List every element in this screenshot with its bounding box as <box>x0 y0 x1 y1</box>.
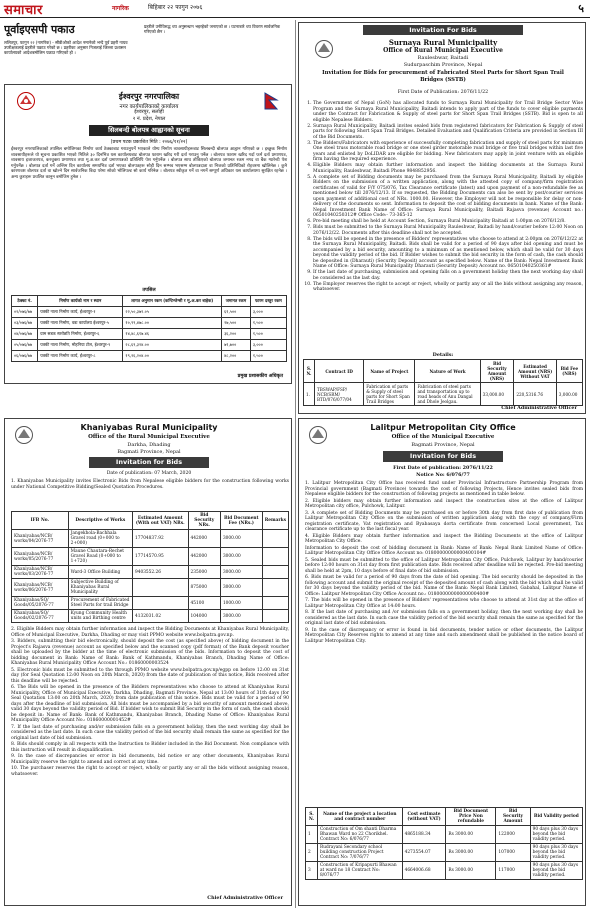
masthead <box>0 0 590 18</box>
paper-section: नागरिक <box>112 5 129 12</box>
table-cell: ०३/०७६/७७ <box>12 318 38 329</box>
table-row <box>12 566 289 579</box>
table-header: फारम दस्तुर रकम <box>250 296 286 307</box>
notice-item: 8. If the last date of purchasing and /or submission falls on a government holiday, then the next working day shall be considered as the last date. In such case the validity period of the bid security shall remain the same as specified for the original last date of bid submission. <box>305 610 583 626</box>
table-cell: 442000 <box>188 530 220 548</box>
table-cell: Rs 3000.00 <box>446 826 496 844</box>
notice-item: 5. A complete set of Bidding documents may be purchased from the Surnaya Rural Municipality, Baitadi by eligible Bidders on the submission of a written application, along with the attested copy of company/firm registration certificates of valid for F/Y 075/076, Tax Clearance certificate (latest) and upon payment of a non-refundable fee as mentioned below till 2076/12/13. If so requested, the Bidding Documents can also be sent by post/courier services upon payment of additional cost of NRs. 1000.00. However, the Employer will not be responsible for delay or non-delivery of the documents so sent. Information to deposit the cost of bidding documents in bank. Name of the Bank: Nepal Investment Bank Name of Office: Surnaya Rural Municipality, Baitadi Rajasva (revenue) Account no.: 06501040250312# Office Code:- 73-365-12 <box>313 175 583 219</box>
office-subtitle: Office of the Rural Municipal Executive <box>88 434 210 440</box>
table-cell: Subjective Building of Khaniyabas Rural Municipality <box>68 579 132 597</box>
office-name: Surnaya Rural Municipality <box>388 38 498 47</box>
table-cell: 3 <box>306 862 318 880</box>
table-cell: 117000 <box>496 862 530 880</box>
table-cell: Khaniyabas/NCB/ works/06/2076-77 <box>12 579 69 597</box>
table-cell: 2 <box>306 844 318 862</box>
table-cell: पक्की नाला निर्माण, वडा कार्यालय ईश्वरपुर-५ <box>38 318 123 329</box>
table-cell <box>262 530 288 548</box>
notice-item: Information to deposit the cost of bidding document in Bank: Name of Bank: Nepal Bank Limited Name of Office: Lalitpur Metropolitan City Office Office Account no: 01800000000000400104# <box>305 545 583 556</box>
table-cell: ०५/०७६/७७ <box>12 340 38 351</box>
table-cell: 33,000.00 <box>480 383 514 406</box>
notice-item: 5. Sealed bids must be submitted to the office of Lalitpur Metropolitan City Office, Pulchowk, Lalitpur by hand/courier before 12:00 hours on 31st day from first publication date. Bids received after deadline will be rejected. Pre-bid meeting shall be held at 2pm, 10 days before of final date of bid submission. <box>305 557 583 574</box>
notice-item: 1. The Government of Nepal (GoN) has allocated funds to Surnaya Rural Municipality for Trail Bridge Sector Wise Program and the Surnaya Rural Municipality, Baitadi intends to apply part of the funds to cover eligible payments under the Contract for Fabrication & Supply of steel parts for Short Span Trail Bridges (SSTB). Bid is open to all eligible Nepalese Bidders. <box>313 101 583 123</box>
table-cell: 3000.00 <box>220 566 262 579</box>
office-name: ईश्वरपुर नगरपालिका <box>118 92 180 101</box>
notice-item: 2. Surnaya Rural Municipality, Baitadi invites sealed bids from registered fabricators for Fabrication & Supply of steel parts for following Short Span Trail Bridges. Detailed Evaluation and Qualification Criteria are provided in Section III of the Bid Documents. <box>313 124 583 141</box>
notice-item: 9. If the last date of purchasing, submission and opening falls on a government holiday then the next working day shall be considered as the last day. <box>313 270 583 281</box>
notice-item: 6. Pre-bid meeting shall be held at Account Section, Surnaya Rural Municipality Baitadi at 1:00pm on 2076/12/8. <box>313 219 583 225</box>
table-cell: ०६/०७६/७७ <box>12 351 38 362</box>
table-cell: Fabrication of steel parts and transportation up to road heads of Anu Dangal and Dhole Jeolgau. <box>415 383 480 406</box>
table-cell <box>262 610 288 623</box>
table-header: Nature of Work <box>415 360 480 383</box>
khaniyabas-notice <box>4 418 292 906</box>
notice-item: 8. Bids should comply in all respects with the Instruction to Bidder included in the Bid Document. Non compliance with this instruction will result in disqualification. <box>11 742 289 753</box>
table-cell: 90 days plus 30 days beyond the bid validity period. <box>530 844 582 862</box>
notice-item: 10. The Employer reserves the right to accept or reject, wholly or partly any or all the bids without assigning any reason, whatsoever. <box>313 282 583 293</box>
table-header: निर्माण कार्यको नाम र स्थान <box>38 296 123 307</box>
table-cell: Ward-3 Office Building <box>68 566 132 579</box>
notice-item: 10. The purchaser reserves the right to accept or reject, wholly or partly any or all the bids without assigning reason, whatsoever. <box>11 766 289 777</box>
table-header: Bid Security Amount (NRS) <box>480 360 514 383</box>
office-province: Sudurpaschim Province, Nepal <box>403 62 483 68</box>
notice-item: 4. Eligible Bidders may obtain further information and inspect the Bidding Documents at the office of Lalitpur Metropolitan City Office. <box>305 533 583 544</box>
publication-date: Date of publication: 07 March, 2020 <box>106 471 192 476</box>
table-row <box>12 548 289 566</box>
table-cell: १,५०० <box>250 351 286 362</box>
table-cell <box>262 597 288 610</box>
table-cell <box>262 566 288 579</box>
table-cell: १४,४८,६१७.४६ <box>123 329 222 340</box>
table-header: Remarks <box>262 512 288 530</box>
table-row <box>12 597 289 610</box>
table-cell: 90 days plus 30 days beyond the bid validity period. <box>530 826 582 844</box>
table-header: Bid Security NRs. <box>188 512 220 530</box>
table-cell: 17714570.95 <box>133 548 189 566</box>
contract-table <box>303 359 583 406</box>
notice-item: 1. Lalitpur Metropolitan City Office has received fund under Provincial Infrastructure Partnership Program from Provincial government (Bagmati Province) towards the cost of following Projects, Hence invites sealed bids from Nepalese eligible bidders for the construction of following projects as mentioned in table below. <box>305 481 583 497</box>
notice-banner: Invitation for Bids <box>383 451 503 462</box>
table-cell: Maune Chautara-Rechet Gravel Road (0+000 to 1+720) <box>68 548 132 566</box>
office-province: Bagmati Province, Nepal <box>117 449 181 455</box>
table-row <box>304 383 583 406</box>
column-divider <box>295 20 296 908</box>
table-cell: ७१,७०० <box>222 340 251 351</box>
table-cell: Procurement of Fabricated Steel Parts for trail Bridge <box>68 597 132 610</box>
table-cell: 107000 <box>496 844 530 862</box>
table-row <box>12 307 287 318</box>
table-cell: पक्की नाला निर्माण, मोहनिया टोल, ईश्वरपुर-९ <box>38 340 123 351</box>
works-table <box>11 295 287 362</box>
table-cell: 9403552.26 <box>133 566 189 579</box>
table-header: S. N. <box>304 360 315 383</box>
table-row <box>12 340 287 351</box>
table-cell: ३,००० <box>250 340 286 351</box>
table-cell: Khaniyabas/NCB/ works/03/2076-77 <box>12 566 69 579</box>
office-name: Khaniyabas Rural Municipality <box>80 423 218 432</box>
table-cell: TBSWAP/FSP/ NCB/SRM/ BTD/076/077/04 <box>314 383 363 406</box>
office-subtitle: नगर कार्यपालिकाको कार्यालय <box>119 104 179 110</box>
publication-date: (प्रथम पटक प्रकाशित मिति : २०७६/११/२२) <box>110 140 188 145</box>
table-cell: 3000.00 <box>220 548 262 566</box>
table-cell: १,५०० <box>250 318 286 329</box>
signatory: प्रमुख प्रशासकीय अधिकृत <box>237 374 283 379</box>
office-location: ईश्वरपुर, सर्लाही <box>134 109 164 115</box>
table-cell: २७,५०० <box>222 318 251 329</box>
table-cell: पक्की नाला निर्माण कार्य, ईश्वरपुर-८ <box>38 351 123 362</box>
notice-item: 4. Eligible Bidders may obtain further information and inspect the bidding documents at the Surnaya Rural Municipality, Raulesbwar, Baitadi Phone 9848852956. <box>313 163 583 174</box>
table-header: जमानत रकम <box>222 296 251 307</box>
notice-body <box>11 627 289 778</box>
table-row <box>12 610 289 623</box>
table-header: Bid Security Amount <box>496 808 530 826</box>
table-header: Bid Document Price Non refundable <box>446 808 496 826</box>
notice-item: 7. Bids must be submitted to the Surnaya Rural Municipality Raulesbwar, Baitadi by hand/courier before 12:00 Noon on 2076/12/22. Documents after this deadline shall not be accepted. <box>313 225 583 236</box>
office-location: Raulesbwar, Baitadi <box>417 55 469 61</box>
table-cell: 1. <box>304 383 315 406</box>
office-province: २ नं. प्रदेश, नेपाल <box>132 116 166 122</box>
table-cell: Rs 3000.00 <box>446 844 496 862</box>
table-row <box>12 318 287 329</box>
notice-item: 6. Bids must be valid for a period of 90 days from the date of bid opening. The bid security should be deposited in the following account and submit the original receipt of the deposited amount of cash along with the bid which shall be valid for 30 days beyond the validity period of the bid. Name of the Bank: Nepal Bank Limited, Gabahal, Lalitpur Name of Office: Lalitpur Metropolitan City Office Account no.: 01800000000000000400# <box>305 575 583 597</box>
table-cell: 235000 <box>188 566 220 579</box>
notice-item: 2. Eligible Bidders may obtain further information and inspect the Bidding Documents at Khaniyabas Rural Municipality, Office of Municipal Executive, Darkha, Dhading or may visit PPMO website www.bolpatra.gov.np. <box>11 627 289 638</box>
table-cell <box>133 579 189 597</box>
table-cell <box>262 548 288 566</box>
table-cell: 3000.00 <box>220 610 262 623</box>
table-cell: 4865188.34 <box>402 826 446 844</box>
table-cell: ०४/०७६/७७ <box>12 329 38 340</box>
notice-body <box>305 481 583 645</box>
table-cell: 45100 <box>188 597 220 610</box>
table-header: Bid Validity period <box>530 808 582 826</box>
table-header: Name of the project a location and contract number <box>317 808 402 826</box>
signatory: Chief Administrative Officer <box>501 405 577 411</box>
notice-item: 7. The bids will be opened in the presence of Bidders' representatives who choose to attend at 31st day at the office of Lalitpur Metropolitan City Office at 14:00 hours. <box>305 598 583 609</box>
table-cell: Construction of Om shanti Dharma Bhawan Ward no 22 Chorikhel. Contract No: 6/076/77 <box>317 826 402 844</box>
table-cell: 4664006.68 <box>402 862 446 880</box>
table-row <box>12 329 287 340</box>
office-name: Lalitpur Metropolitan City Office <box>370 423 516 432</box>
news-text-left: ललितपुर, फागुन २२ (नागरिक) - सीडीओको आदेश नमानेको भन्दै पूर्व प्रहरी नायव उपरीक्षकलाई प्रहरीले पक्राउ गरेको छ । प्रहरीका अनुसार निजलाई जिल्ला प्रशासन कार्यालयको आदेशबमोजिम पक्राउ गरिएको हो । <box>4 40 128 55</box>
table-cell: 4273554.07 <box>402 844 446 862</box>
office-subtitle: Office of the Municipal Executive <box>391 434 495 440</box>
notice-item: 8. The bids will be opened in the presence of Bidders' representatives who choose to attend at 2:00pm on 2076/12/22 at the Surnaya Rural Municipality, Baitadi. Bids shall be valid for a period of 90 days after bid opening and must be accompanied by a bid security, amounting to a minimum of as mentioned below, which shall be valid for 30 days beyond the validity period of the bid. If Bidder wishes to submit the bid security in the form of cash, the cash should be deposited in (Dharauti) (Security Deposit) account as specified below. Name of the Bank: Nepal Investment Bank Name of Office: Surnaya Rural Municipality Dharauti (Security Deposit) Account no. 06501040250361# <box>313 237 583 270</box>
table-cell: Khaniyabas/NCB/ works/05/2076-77 <box>12 548 69 566</box>
table-cell: Khaniyabas/NCB/ works/04/2076-77 <box>12 530 69 548</box>
notice-item: 3. Bidders, submitting their bid electronically, should deposit the cost (as specified above) of bidding document in the Project's Rajasva (revenue) account as specified below and the scanned copy (pdf format) of the Bank deposit voucher shall be uploaded by the bidder at the time of electronic submission of the bids. Information to deposit the cost of bidding document in Bank: Name of Bank: Bank of Kathmandu, Khaniyabas Branch, Dhading Name of Office: Khaniyabas Rural Municipality Office Account No.: 01860000003524 <box>11 639 289 666</box>
table-row <box>306 844 583 862</box>
notice-banner: सिलबन्दी बोलपत्र आह्वानको सूचना <box>89 125 209 136</box>
table-cell: पक्की नाला निर्माण कार्य, ईश्वरपुर-१ <box>38 307 123 318</box>
news-text-right: प्रहरीले उनीविरुद्ध थप अनुसन्धान भइरहेको जनाएको छ । घटनाबारे थप विवरण सार्वजनिक गरिएको छैन । <box>144 24 280 34</box>
table-cell: 220,5316.76 <box>514 383 556 406</box>
table-cell <box>262 579 288 597</box>
publication-date: First Date of publication: 2076/11/22 <box>393 465 493 471</box>
table-cell: 875000 <box>188 579 220 597</box>
table-cell: १०,९९,४७८.०० <box>123 318 222 329</box>
table-title: तपसिल <box>142 288 156 293</box>
table-row <box>306 862 583 880</box>
projects-table <box>305 807 583 880</box>
table-cell: ०२/०७६/७७ <box>12 307 38 318</box>
table-cell: Rs 3000.00 <box>446 862 496 880</box>
table-header: ठेक्का नं. <box>12 296 38 307</box>
table-row <box>306 826 583 844</box>
table-row <box>12 530 289 548</box>
table-cell <box>133 597 189 610</box>
table-cell: ३६,२०० <box>222 329 251 340</box>
news-title: पूर्वाइएसपी पकाउ <box>4 23 75 36</box>
paper-date: बिहिबार २२ फागुन २०७६ <box>148 4 203 11</box>
table-cell: 1000.00 <box>220 597 262 610</box>
table-header: Cost estimate (without VAT) <box>402 808 446 826</box>
notice-item: 2. Eligible bidders may obtain further information and inspect the construction sites at the office of Lalitpur Metropolitan city office, Pulchowk, Lalitpur. <box>305 498 583 509</box>
notice-item: 6. The Bids will be opened in the presence of the Bidders representatives who choose to attend at Khaniyabas Rural Municipality, Office of Municipal Executive, Darkha, Dhading, Bagmati Province, Nepal at 13:00 hours of 31th days (for Seal Quotation 13:00 on 20th March, 2020) from date publication of this notice. Bids must be valid for a period of 90 days after the deadline of bid submission. All bids must be accompanied by a bid security of amount mentioned above, valid 30 days beyond the validity period of Bid. If bidder wish to submit Bid Security in the form of cash, the cash should be deposit in: Name of Bank: Bank of Kathmandu, Khaniyabas Branch, Dhading Name of Office: Khaniyabas Rural Municipality Office Account No.: 01860000001452# <box>11 685 289 723</box>
office-province: Bagmati Province, Nepal <box>411 442 475 448</box>
table-cell: Khaniyabas/SQ/ Goods/02/2076-77 <box>12 610 69 623</box>
table-cell: २२,५०,३७२.०५ <box>123 307 222 318</box>
notice-body: ईश्वरपुर नगरपालिकाको तपसिल बमोजिमका निर्माण कार्य ठेक्काबाट गराउनुपर्ने भएकाले योग्य निर्माण व्यवसायीहरूबाट सिलबन्दी बोलपत्र आह्वान गरिएको छ । इच्छुक निर्माण व्यवसायीहरूले यो सूचना प्रकाशित भएको मितिले ३० दिनभित्र यस कार्यालयबाट बोलपत्र फाराम खरिद गरी दर्ता गराउनु पर्नेछ । बोलपत्र फाराम खरिद गर्दा फर्म दर्ता प्रमाणपत्र, व्यवसाय इजाजतपत्र, करचुक्ता प्रमाणपत्र तथा मू.अ.कर दर्ता प्रमाणपत्रको प्रतिलिपि पेश गर्नुपर्नेछ । बोलपत्र साथ तोकिएको बोलपत्र जमानत रकम नगद वा बैंक ग्यारेन्टी पेश गर्नुपर्नेछ । बोलपत्र दर्ता गर्ने अन्तिम दिन कार्यालय समयभित्र दर्ता भएका बोलपत्रहरू सोही दिन सम्भव भएसम्म बोलपत्रदाता वा निजको प्रतिनिधिको रोहवरमा खोलिनेछ । कुनै कारणवश बोलपत्र दर्ता वा खोल्ने दिन सार्वजनिक बिदा परेमा सोको भोलिपल्ट सो कार्य गरिनेछ । बोलपत्र स्वीकृत गर्ने वा नगर्ने सम्पूर्ण अधिकार यस कार्यालयमा सुरक्षित रहनेछ । अन्य कुराहरू प्रचलित कानुन बमोजिम हुनेछ । <box>11 147 287 180</box>
table-cell: ४८,२०० <box>222 351 251 362</box>
table-header: Estimated Amount (With out VAT) NRs. <box>133 512 189 530</box>
table-header: Bid Document Fee (NRs.) <box>220 512 262 530</box>
table-cell: 1 <box>306 826 318 844</box>
notice-banner: Invitation For Bids <box>363 25 523 35</box>
table-cell: 122000 <box>496 826 530 844</box>
table-cell: Khaniyabas/SQ/ Goods/05/2076-77 <box>12 597 69 610</box>
table-header: S. N. <box>306 808 318 826</box>
table-cell: ग्राम सडक स्तरोन्नति निर्माण, ईश्वरपुर-६ <box>38 329 123 340</box>
table-row <box>12 351 287 362</box>
table-cell: Fabrication of parts & Supply of steel parts for Short Span Trail Bridges <box>364 383 415 406</box>
table-cell: २८,६९,३२४.०० <box>123 340 222 351</box>
table-cell: 3000.00 <box>220 530 262 548</box>
table-cell: 90 days plus 30 days beyond the bid validity period. <box>530 862 582 880</box>
ishwarpur-notice <box>4 84 292 384</box>
table-header: Estimated Amount (NRS) Without VAT <box>514 360 556 383</box>
table-cell: 3000.00 <box>220 579 262 597</box>
table-cell: 442000 <box>188 548 220 566</box>
table-cell: Rudrayani Secondary school building construction Project Contract No: 7/076/77 <box>317 844 402 862</box>
table-header: Bid Fee (NRS) <box>556 360 582 383</box>
table-cell: Jangekhola-Bachhala Gravel road (0+000 to 2+000) <box>68 530 132 548</box>
lalitpur-notice <box>298 418 586 906</box>
table-header: लागत अनुमान रकम (कन्टिन्जेन्सी र मू.अ.कर बाहेक) <box>123 296 222 307</box>
table-cell: १९,२६,२०४.०० <box>123 351 222 362</box>
table-header: Descriptive of Works <box>68 512 132 530</box>
notice-body <box>305 101 583 293</box>
notice-item: 3. The Bidders/Fabricators with experience of successfully completing fabrication and supply of steel parts for minimum One steel truss motorable road bridge or one steel girder motorable road bridge or five trail bridges within last five years and enlisted by DoLIDAR are eligible for bidding. New fabricators may apply in joint venture with an eligible firm having the required experience. <box>313 141 583 163</box>
signatory: Chief Administrative Officer <box>207 895 283 901</box>
table-header: Contract ID <box>314 360 363 383</box>
office-location: Darkha, Dhading <box>127 442 171 448</box>
intro-text: 1. Khaniyabas Municipality invites Electronic Bids from Nepalese eligible bidders for the construction following works under National Competitive Bidding/Sealed Quotation Procedures. <box>11 479 289 490</box>
table-row <box>12 579 289 597</box>
notice-number: Notice No: 6/076/77 <box>416 472 470 478</box>
notice-item: 3. A complete set of Bidding Documents may be purchased on or before 30th day from first date of publication from Lalitpur Metropolitan City Office on the submission of written application along with the copy of company/Firm registration certificate, Vat registration and Byabasaya dorta certificate from concerned Local government, Tax clearance certificate up to the last fiscal year. <box>305 510 583 532</box>
table-cell: ३,००० <box>250 307 286 318</box>
notice-banner: Invitation for Bids <box>89 457 209 468</box>
table-cell: Kyung Community Health units and Birthing centre <box>68 610 132 623</box>
notice-item: 5. Electronic bids must be submitted to the through PPMO website www.bolpatra.gov.np/egpp on before 12:00 on 31st day (for Seal Quotation 12:00 Noon on 20th March, 2020) from the date of publication of this notice, Bids received after this deadline will be rejected. <box>11 667 289 684</box>
details-label: Details: <box>432 352 454 358</box>
table-header: IFB No. <box>12 512 69 530</box>
notice-item: 9. In the case of discrepancies or error in bid documents, bid notice or any other documents, Khaniyabas Rural Municipality reserve the right to amend and correct at any time. <box>11 754 289 765</box>
notice-item: 7. If the last date of purchasing and/or submission falls on a government holiday, then the next working day shall be considered as the last date. In such case the validity period of the bid security shall remain the same as specified for the original last date of bid submission. <box>11 724 289 741</box>
notice-item: 9. In the case of discrepancy or error is found in bid documents, tender notice or other documents, the Lalitpur Metropolitan City Reserves rights to amend at any time and such amendment shall be published in the notice board of Lalitpur Metropolitan City. <box>305 627 583 644</box>
table-cell: 4132031.02 <box>133 610 189 623</box>
works-table <box>11 511 289 623</box>
paper-name: समाचार <box>4 3 43 18</box>
table-cell: १,५०० <box>250 329 286 340</box>
table-cell: 104000 <box>188 610 220 623</box>
table-cell: 3,000.00 <box>556 383 582 406</box>
notice-heading: Invitation for Bids for procurement of Fabricated Steel Parts for Short Span Trail Bridges (SSTB) <box>322 70 564 83</box>
office-subtitle: Office of Rural Municipal Executive <box>383 47 503 54</box>
surnaya-notice <box>298 22 586 414</box>
news-brief <box>4 22 292 82</box>
publication-date: First Date of Publication: 2076/11/22 <box>397 90 489 95</box>
table-cell: ६१,५०० <box>222 307 251 318</box>
table-header: Name of Project <box>364 360 415 383</box>
page-number: ५ <box>578 2 584 15</box>
table-cell: Construction of Kripapurti Bhawan at ward no 18 Contract No: 8/076/77 <box>317 862 402 880</box>
table-cell: 17704837.92 <box>133 530 189 548</box>
